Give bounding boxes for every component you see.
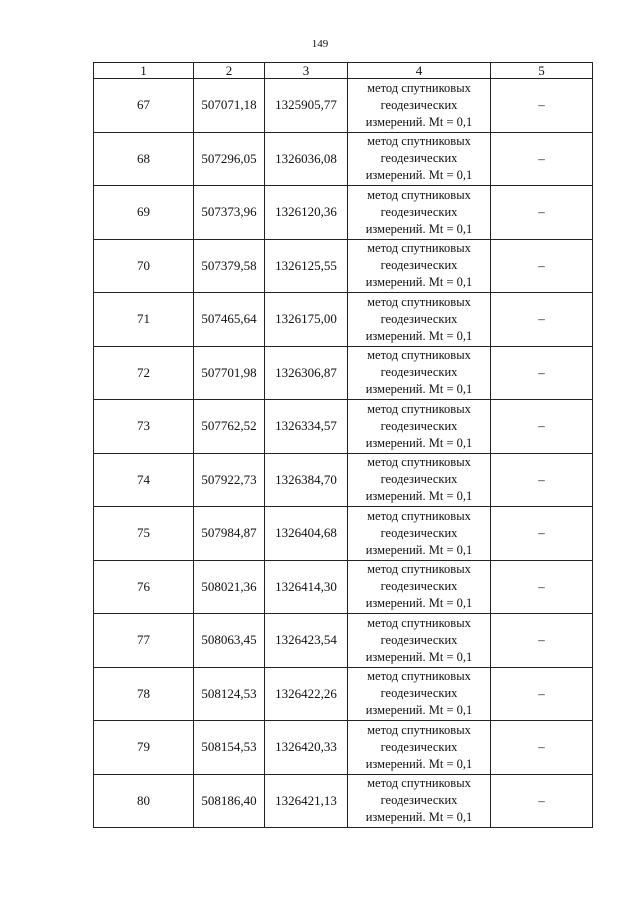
- method-line: метод спутниковых: [367, 615, 471, 630]
- page-number: 149: [311, 38, 329, 50]
- point-number-cell: 67: [94, 79, 194, 133]
- table-row: [94, 774, 593, 828]
- y-coordinate-cell: 1325905,77: [265, 79, 348, 133]
- method-line: измерений. Mt = 0,1: [365, 703, 473, 718]
- table-row: [94, 507, 593, 561]
- x-coordinate-cell: 508124,53: [194, 667, 265, 721]
- y-coordinate-cell: 1326423,54: [265, 614, 348, 668]
- x-coordinate-cell: 507984,87: [194, 507, 265, 561]
- x-coordinate-cell: 507701,98: [194, 346, 265, 400]
- x-coordinate-cell: 507922,73: [194, 453, 265, 507]
- column-header-4: 4: [348, 63, 491, 79]
- x-coordinate-cell: 508021,36: [194, 560, 265, 614]
- method-cell: [348, 132, 491, 186]
- table-row: [94, 293, 593, 347]
- method-line: геодезических: [380, 472, 458, 487]
- table-row: [94, 721, 593, 775]
- x-coordinate-cell: 507379,58: [194, 239, 265, 293]
- note-cell: –: [491, 346, 593, 400]
- y-coordinate-cell: 1326125,55: [265, 239, 348, 293]
- table-row: [94, 614, 593, 668]
- method-cell: [348, 186, 491, 240]
- method-line: измерений. Mt = 0,1: [365, 221, 473, 236]
- method-line: геодезических: [380, 151, 458, 166]
- method-cell: [348, 346, 491, 400]
- point-number-cell: 75: [94, 507, 194, 561]
- x-coordinate-cell: 507296,05: [194, 132, 265, 186]
- note-cell: –: [491, 79, 593, 133]
- note-cell: –: [491, 560, 593, 614]
- method-cell: [348, 614, 491, 668]
- method-line: измерений. Mt = 0,1: [365, 649, 473, 664]
- note-cell: –: [491, 507, 593, 561]
- method-cell: [348, 400, 491, 454]
- method-line: геодезических: [380, 632, 458, 647]
- method-line: геодезических: [380, 579, 458, 594]
- method-line: геодезических: [380, 97, 458, 112]
- point-number-cell: 72: [94, 346, 194, 400]
- x-coordinate-cell: 507762,52: [194, 400, 265, 454]
- method-cell: [348, 507, 491, 561]
- method-line: геодезических: [380, 686, 458, 701]
- column-header-5: 5: [491, 63, 593, 79]
- point-number-cell: 80: [94, 774, 194, 828]
- table-row: [94, 453, 593, 507]
- method-line: метод спутниковых: [367, 508, 471, 523]
- point-number-cell: 76: [94, 560, 194, 614]
- note-cell: –: [491, 453, 593, 507]
- note-cell: –: [491, 774, 593, 828]
- x-coordinate-cell: 508063,45: [194, 614, 265, 668]
- x-coordinate-cell: 508186,40: [194, 774, 265, 828]
- y-coordinate-cell: 1326334,57: [265, 400, 348, 454]
- x-coordinate-cell: 507373,96: [194, 186, 265, 240]
- column-header-2: 2: [194, 63, 265, 79]
- y-coordinate-cell: 1326421,13: [265, 774, 348, 828]
- method-line: метод спутниковых: [367, 401, 471, 416]
- table-row: [94, 79, 593, 133]
- method-line: измерений. Mt = 0,1: [365, 275, 473, 290]
- table-row: [94, 400, 593, 454]
- table-row: [94, 667, 593, 721]
- y-coordinate-cell: 1326036,08: [265, 132, 348, 186]
- method-cell: [348, 774, 491, 828]
- method-line: измерений. Mt = 0,1: [365, 114, 473, 129]
- x-coordinate-cell: 508154,53: [194, 721, 265, 775]
- note-cell: –: [491, 132, 593, 186]
- note-cell: –: [491, 239, 593, 293]
- method-line: геодезических: [380, 793, 458, 808]
- method-line: измерений. Mt = 0,1: [365, 435, 473, 450]
- method-line: измерений. Mt = 0,1: [365, 542, 473, 557]
- method-line: метод спутниковых: [367, 562, 471, 577]
- point-number-cell: 79: [94, 721, 194, 775]
- method-line: геодезических: [380, 418, 458, 433]
- method-cell: [348, 560, 491, 614]
- method-line: геодезических: [380, 365, 458, 380]
- method-line: метод спутниковых: [367, 294, 471, 309]
- table-header-row: [94, 63, 593, 79]
- method-line: геодезических: [380, 525, 458, 540]
- point-number-cell: 77: [94, 614, 194, 668]
- method-line: метод спутниковых: [367, 348, 471, 363]
- y-coordinate-cell: 1326175,00: [265, 293, 348, 347]
- column-header-1: 1: [94, 63, 194, 79]
- column-header-3: 3: [265, 63, 348, 79]
- note-cell: –: [491, 400, 593, 454]
- method-line: метод спутниковых: [367, 722, 471, 737]
- point-number-cell: 69: [94, 186, 194, 240]
- method-line: геодезических: [380, 258, 458, 273]
- method-line: метод спутниковых: [367, 241, 471, 256]
- coordinates-table: [93, 62, 593, 828]
- note-cell: –: [491, 614, 593, 668]
- method-line: метод спутниковых: [367, 134, 471, 149]
- table-row: [94, 560, 593, 614]
- point-number-cell: 70: [94, 239, 194, 293]
- method-cell: [348, 721, 491, 775]
- method-line: измерений. Mt = 0,1: [365, 382, 473, 397]
- method-line: геодезических: [380, 204, 458, 219]
- point-number-cell: 78: [94, 667, 194, 721]
- table-row: [94, 346, 593, 400]
- y-coordinate-cell: 1326306,87: [265, 346, 348, 400]
- y-coordinate-cell: 1326422,26: [265, 667, 348, 721]
- table-body: [94, 79, 593, 828]
- y-coordinate-cell: 1326120,36: [265, 186, 348, 240]
- note-cell: –: [491, 667, 593, 721]
- method-line: измерений. Mt = 0,1: [365, 756, 473, 771]
- table-row: [94, 239, 593, 293]
- y-coordinate-cell: 1326414,30: [265, 560, 348, 614]
- method-line: измерений. Mt = 0,1: [365, 328, 473, 343]
- x-coordinate-cell: 507465,64: [194, 293, 265, 347]
- note-cell: –: [491, 186, 593, 240]
- method-line: измерений. Mt = 0,1: [365, 489, 473, 504]
- method-line: метод спутниковых: [367, 80, 471, 95]
- method-cell: [348, 667, 491, 721]
- method-line: метод спутниковых: [367, 187, 471, 202]
- point-number-cell: 71: [94, 293, 194, 347]
- method-line: геодезических: [380, 311, 458, 326]
- method-line: геодезических: [380, 739, 458, 754]
- y-coordinate-cell: 1326404,68: [265, 507, 348, 561]
- point-number-cell: 68: [94, 132, 194, 186]
- table-row: [94, 132, 593, 186]
- method-line: метод спутниковых: [367, 455, 471, 470]
- method-cell: [348, 453, 491, 507]
- y-coordinate-cell: 1326384,70: [265, 453, 348, 507]
- method-line: метод спутниковых: [367, 776, 471, 791]
- method-line: измерений. Mt = 0,1: [365, 168, 473, 183]
- method-cell: [348, 79, 491, 133]
- point-number-cell: 74: [94, 453, 194, 507]
- table-row: [94, 186, 593, 240]
- method-line: измерений. Mt = 0,1: [365, 596, 473, 611]
- note-cell: –: [491, 721, 593, 775]
- y-coordinate-cell: 1326420,33: [265, 721, 348, 775]
- method-line: измерений. Mt = 0,1: [365, 810, 473, 825]
- method-cell: [348, 293, 491, 347]
- method-cell: [348, 239, 491, 293]
- x-coordinate-cell: 507071,18: [194, 79, 265, 133]
- note-cell: –: [491, 293, 593, 347]
- method-line: метод спутниковых: [367, 669, 471, 684]
- point-number-cell: 73: [94, 400, 194, 454]
